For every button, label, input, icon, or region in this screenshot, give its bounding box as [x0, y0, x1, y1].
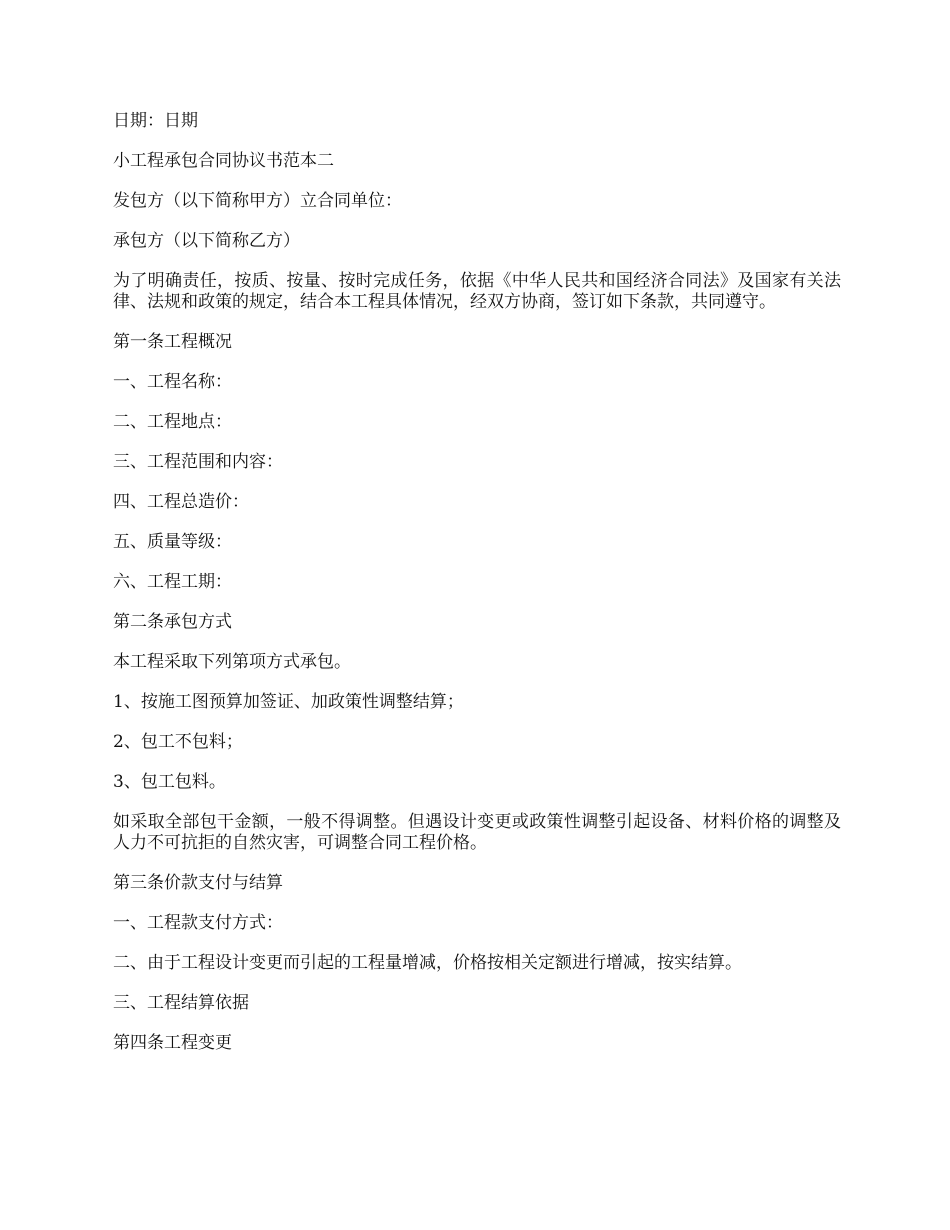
method-option-3: 3、包工包料。	[113, 772, 226, 792]
article-2-heading: 第二条承包方式	[113, 612, 232, 632]
article-3-heading: 第三条价款支付与结算	[113, 873, 283, 893]
contracting-method-intro: 本工程采取下列第项方式承包。	[113, 652, 351, 672]
lump-sum-paragraph: 如采取全部包干金额，一般不得调整。但遇设计变更或政策性调整引起设备、材料价格的调整及人力不可抗拒的自然灾害，可调整合同工程价格。	[113, 812, 841, 853]
preamble-paragraph: 为了明确责任，按质、按量、按时完成任务，依据《中华人民共和国经济合同法》及国家有关法律、法规和政策的规定，结合本工程具体情况，经双方协商，签订如下条款，共同遵守。	[113, 271, 841, 312]
method-option-2: 2、包工不包料；	[113, 732, 243, 752]
clause-settlement-basis: 三、工程结算依据	[113, 993, 249, 1013]
date-line: 日期：日期	[113, 111, 198, 131]
clause-project-duration: 六、工程工期：	[113, 572, 232, 592]
clause-payment-method: 一、工程款支付方式：	[113, 913, 283, 933]
clause-design-change-pricing: 二、由于工程设计变更而引起的工程量增减，价格按相关定额进行增减，按实结算。	[113, 953, 742, 973]
method-option-1: 1、按施工图预算加签证、加政策性调整结算；	[113, 692, 464, 712]
clause-project-name: 一、工程名称：	[113, 372, 232, 392]
party-a-line: 发包方（以下简称甲方）立合同单位：	[113, 191, 402, 211]
document-page	[113, 111, 841, 1073]
article-1-heading: 第一条工程概况	[113, 332, 232, 352]
document-title: 小工程承包合同协议书范本二	[113, 151, 334, 171]
clause-project-scope: 三、工程范围和内容：	[113, 452, 283, 472]
clause-quality-grade: 五、质量等级：	[113, 532, 232, 552]
party-b-line: 承包方（以下简称乙方）	[113, 231, 300, 251]
clause-total-cost: 四、工程总造价：	[113, 492, 249, 512]
article-4-heading: 第四条工程变更	[113, 1033, 232, 1053]
clause-project-location: 二、工程地点：	[113, 412, 232, 432]
